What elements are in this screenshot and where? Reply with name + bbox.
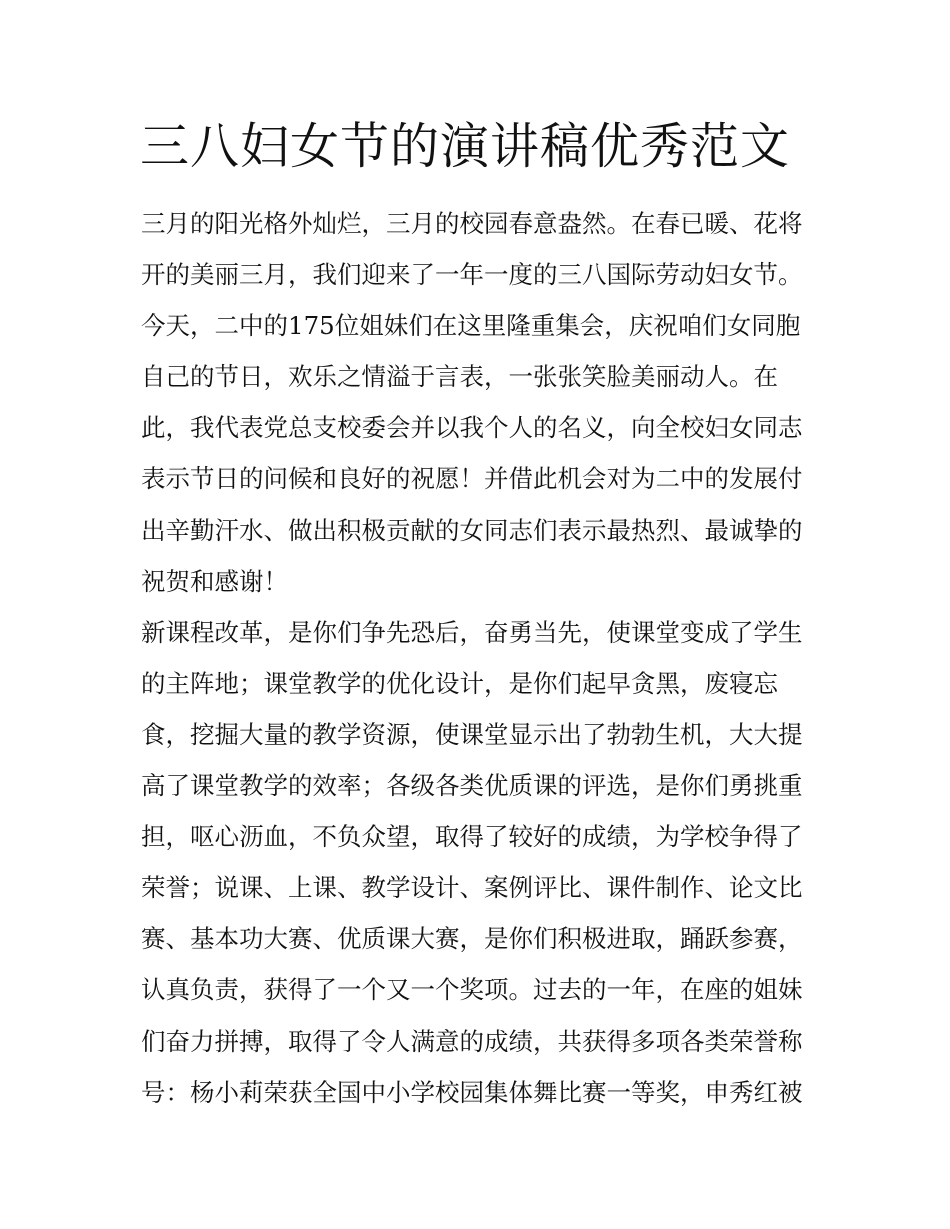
- text-line: 荣誉；说课、上课、教学设计、案例评比、课件制作、论文比: [141, 873, 803, 903]
- text-line: 此，我代表党总支校委会并以我个人的名义，向全校妇女同志: [141, 413, 803, 443]
- text-line: 祝贺和感谢！: [141, 566, 288, 596]
- text-line: 出辛勤汗水、做出积极贡献的女同志们表示最热烈、最诚挚的: [141, 515, 803, 545]
- text-line: 自己的节日，欢乐之情溢于言表，一张张笑脸美丽动人。在: [141, 362, 778, 392]
- text-line: 认真负责，获得了一个又一个奖项。过去的一年，在座的姐妹: [141, 975, 803, 1005]
- document-body: [141, 198, 821, 1118]
- text-line: 今天，二中的175位姐妹们在这里隆重集会，庆祝咱们女同胞: [141, 311, 801, 341]
- text-line: 三月的阳光格外灿烂，三月的校园春意盎然。在春已暖、花将: [141, 209, 803, 238]
- text-line: 高了课堂教学的效率；各级各类优质课的评选，是你们勇挑重: [141, 771, 803, 801]
- text-line: 新课程改革，是你们争先恐后，奋勇当先，使课堂变成了学生: [141, 617, 803, 647]
- text-line: 表示节日的问候和良好的祝愿！并借此机会对为二中的发展付: [141, 464, 803, 494]
- text-line: 赛、基本功大赛、优质课大赛，是你们积极进取，踊跃参赛，: [141, 924, 803, 954]
- text-line: 开的美丽三月，我们迎来了一年一度的三八国际劳动妇女节。: [141, 260, 803, 290]
- text-line: 们奋力拼搏，取得了令人满意的成绩，共获得多项各类荣誉称: [141, 1026, 803, 1056]
- document-title: 三八妇女节的演讲稿优秀范文: [140, 118, 791, 175]
- text-line: 的主阵地；课堂教学的优化设计，是你们起早贪黑，废寝忘: [141, 668, 778, 698]
- text-line: 担，呕心沥血，不负众望，取得了较好的成绩，为学校争得了: [141, 822, 803, 852]
- text-line: 号：杨小莉荣获全国中小学校园集体舞比赛一等奖，申秀红被: [141, 1077, 803, 1107]
- text-line: 食，挖掘大量的教学资源，使课堂显示出了勃勃生机，大大提: [141, 719, 803, 749]
